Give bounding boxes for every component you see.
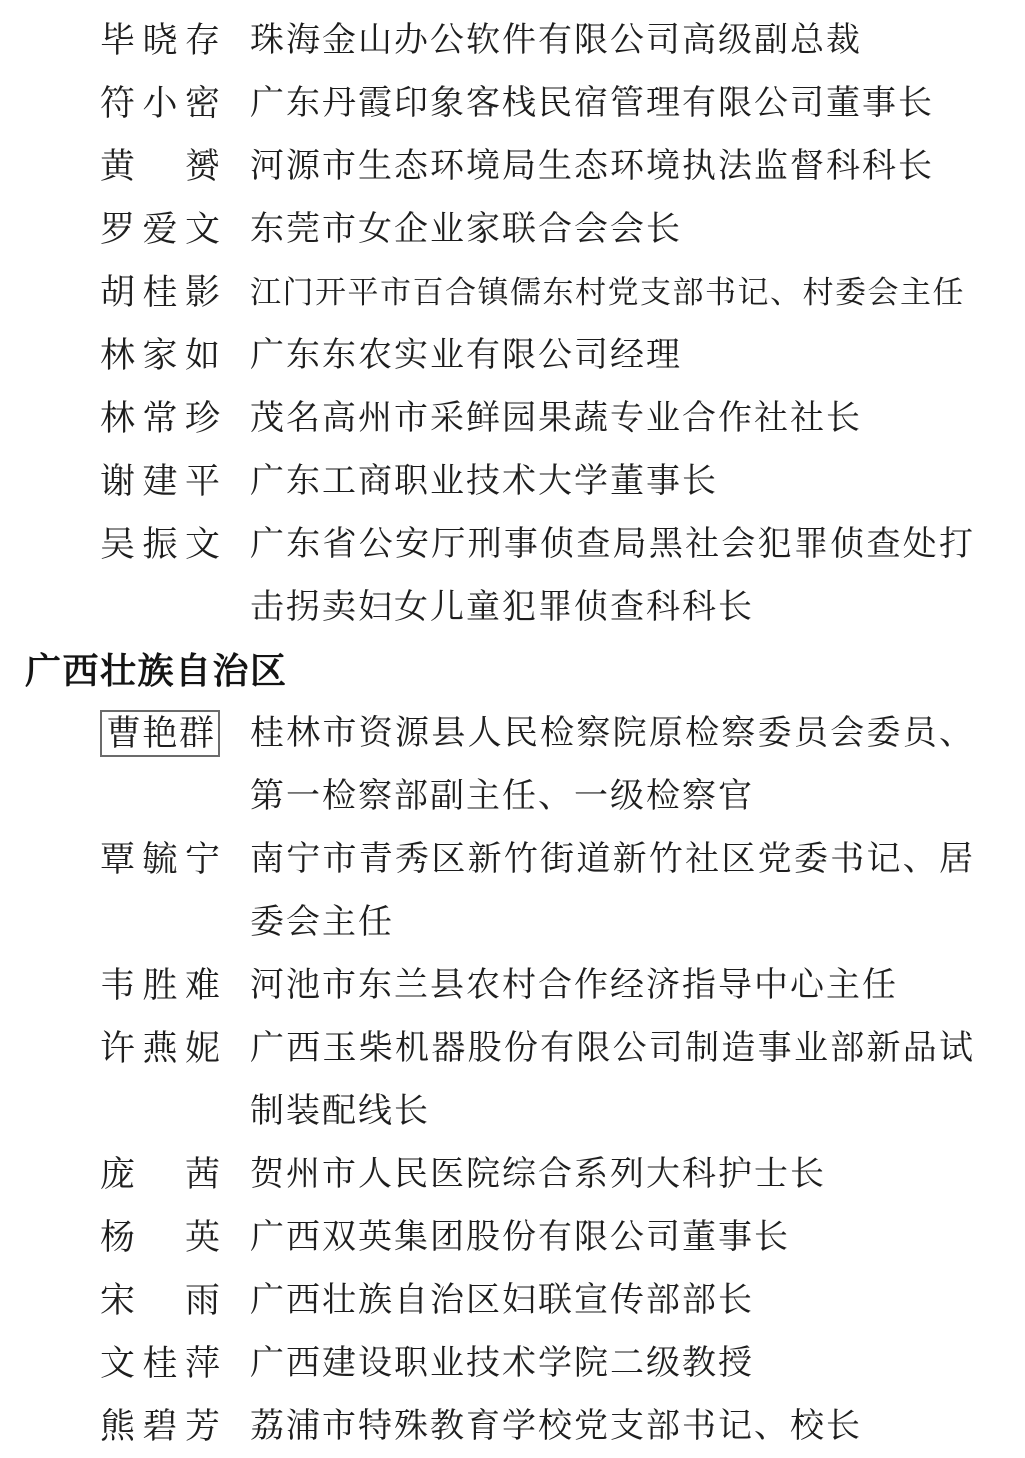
list-item (0, 1395, 1025, 1458)
list-item (0, 828, 1025, 954)
person-name: 杨英 (100, 1218, 220, 1257)
person-name: 林家如 (100, 336, 220, 375)
person-title: 广东东农实业有限公司经理 (250, 337, 682, 374)
list-item (0, 1332, 1025, 1395)
person-name: 毕晓存 (100, 21, 220, 60)
person-name: 宋雨 (100, 1281, 220, 1320)
person-title: 广西双英集团股份有限公司董事长 (250, 1219, 790, 1256)
list-item (0, 450, 1025, 513)
person-title: 广东省公安厅刑事侦查局黑社会犯罪侦查处打击拐卖妇女儿童犯罪侦查科科长 (250, 526, 975, 626)
person-title: 荔浦市特殊教育学校党支部书记、校长 (250, 1408, 862, 1445)
list-item (0, 135, 1025, 198)
person-title: 东莞市女企业家联合会会长 (250, 211, 682, 248)
person-title: 广西壮族自治区妇联宣传部部长 (250, 1282, 754, 1319)
person-name: 谢建平 (100, 462, 220, 501)
list-item (0, 1143, 1025, 1206)
person-name: 庞茜 (100, 1155, 220, 1194)
person-name: 罗爱文 (100, 210, 220, 249)
person-name-boxed: 曹艳群 (100, 710, 220, 757)
person-title: 广西建设职业技术学院二级教授 (250, 1345, 754, 1382)
person-title: 江门开平市百合镇儒东村党支部书记、村委会主任 (250, 275, 965, 310)
list-item (0, 702, 1025, 828)
person-name: 林常珍 (100, 399, 220, 438)
person-title: 广东丹霞印象客栈民宿管理有限公司董事长 (250, 85, 934, 122)
person-name: 吴振文 (100, 525, 220, 564)
person-title: 南宁市青秀区新竹街道新竹社区党委书记、居委会主任 (250, 841, 975, 941)
list-item (0, 9, 1025, 72)
list-item (0, 1206, 1025, 1269)
person-name: 许燕妮 (100, 1029, 220, 1068)
person-name: 符小密 (100, 84, 220, 123)
person-title: 河池市东兰县农村合作经济指导中心主任 (250, 967, 898, 1004)
list-item (0, 72, 1025, 135)
list-item (0, 387, 1025, 450)
person-name: 文桂萍 (100, 1344, 220, 1383)
person-title: 桂林市资源县人民检察院原检察委员会委员、第一检察部副主任、一级检察官 (250, 715, 975, 815)
person-name: 熊碧芳 (100, 1407, 220, 1446)
list-item (0, 261, 1025, 324)
name-title-list-top (0, 9, 1025, 639)
section-header-guangxi: 广西壮族自治区 (25, 650, 288, 691)
list-item (0, 513, 1025, 639)
person-name: 胡桂影 (100, 273, 220, 312)
person-title: 珠海金山办公软件有限公司高级副总裁 (250, 22, 862, 59)
person-name: 黄赟 (100, 147, 220, 186)
person-name: 韦胜难 (100, 966, 220, 1005)
list-item (0, 198, 1025, 261)
list-item (0, 324, 1025, 387)
person-name: 覃毓宁 (100, 840, 220, 879)
person-title: 贺州市人民医院综合系列大科护士长 (250, 1156, 826, 1193)
person-title: 广东工商职业技术大学董事长 (250, 463, 718, 500)
person-title: 茂名高州市采鲜园果蔬专业合作社社长 (250, 400, 862, 437)
name-title-list-guangxi (0, 702, 1025, 1458)
person-title: 广西玉柴机器股份有限公司制造事业部新品试制装配线长 (250, 1030, 975, 1130)
person-title: 河源市生态环境局生态环境执法监督科科长 (250, 148, 934, 185)
list-item (0, 1017, 1025, 1143)
list-item (0, 954, 1025, 1017)
list-item (0, 1269, 1025, 1332)
